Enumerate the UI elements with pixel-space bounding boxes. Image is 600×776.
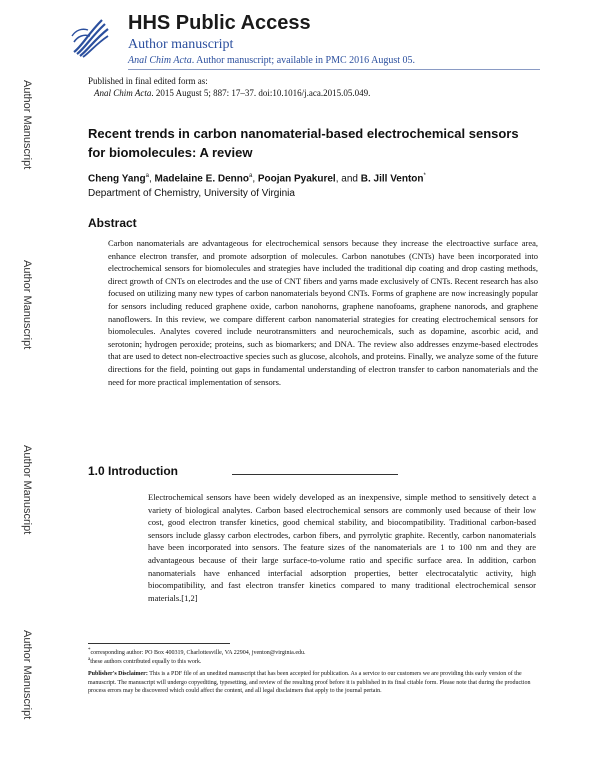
affiliation: Department of Chemistry, University of Virginia	[88, 188, 295, 199]
introduction-heading: 1.0 Introduction	[88, 464, 178, 478]
journal-name: Anal Chim Acta	[128, 55, 192, 66]
abstract-heading: Abstract	[88, 216, 137, 230]
footnote-mark: a	[88, 657, 91, 662]
disclaimer-label: Publisher's Disclaimer:	[88, 671, 148, 677]
citation-details: . 2015 August 5; 887: 17–37. doi:10.1016/j.aca.2015.05.049.	[151, 88, 371, 98]
side-label-author-manuscript: Author Manuscript	[21, 445, 33, 535]
author-name: Madelaine E. Denno	[154, 173, 249, 185]
availability-line	[128, 55, 415, 66]
abstract-divider	[232, 474, 398, 475]
disclaimer-text: This is a PDF file of an unedited manuscript that has been accepted for publication. As a service to our customers we are providing this early version of the manuscript. The manuscript will undergo copyediting, typesetting, and review of the resulting proof before it is published in its final citable form. Please note that during the production process errors may be discovered which could affect the content, and all legal disclaimers that apply to the journal pertain.	[88, 671, 531, 695]
hhs-public-access-title: HHS Public Access	[128, 12, 311, 34]
author-mark: a	[248, 173, 253, 179]
footnote-divider	[88, 643, 230, 644]
citation-journal: Anal Chim Acta	[94, 88, 152, 98]
author-name: Poojan Pyakurel	[257, 173, 336, 185]
published-in-label: Published in final edited form as:	[88, 76, 208, 86]
side-label-author-manuscript: Author Manuscript	[21, 630, 33, 720]
header-divider	[128, 69, 540, 70]
author-name: B. Jill Venton	[360, 173, 424, 185]
author-mark: a	[145, 173, 149, 179]
footnote-mark: *	[88, 648, 91, 653]
author-name: Cheng Yang	[88, 173, 146, 185]
author-manuscript-subtitle: Author manuscript	[128, 37, 234, 52]
author-list: Cheng Yang$^a$, Madelaine E. Denno$^a$, Poojan Pyakurel, and B. Jill Venton*	[88, 173, 426, 185]
introduction-text: Electrochemical sensors have been widely developed as an inexpensive, simple method to sensitively detect a variety of biological analytes. Carbon based electrochemical sensors are commonly used because of their low cost, good electron transfer kinetics, good chemical stability, and biocompatibility. Traditional carbon-based sensors include glassy carbon electrodes, carbon fibers, and pyrrolytic graphite. Recently, carbon nanomaterials have been incorporated into sensors. The feature sizes of the nanomaterials are 1 to 100 nm and they are advantageous because of their large surface-to-volume ratio and specific surface area. In addition, carbon nanomaterials have enhanced interfacial adsorption properties, better electrocatalytic activity, high biocompatibility, and fast electron transfer kinetics compared to many traditional electrochemical sensor materials.[1,2]	[148, 492, 536, 603]
publisher-disclaimer	[88, 670, 538, 696]
availability-text: . Author manuscript; available in PMC 2016 August 05.	[191, 55, 416, 66]
side-label-author-manuscript: Author Manuscript	[21, 80, 33, 170]
abstract-text: Carbon nanomaterials are advantageous for electrochemical sensors because they increase the electroactive surface area, enhance electron transfer, and promote adsorption of molecules. Carbon nanotubes (CNTs) have been incorporated into electrochemical sensors for biomolecules and strategies have included the traditional dip coating and drop casting methods, direct growth of CNTs on electrodes and the use of CNT fibers and yarns made exclusively of CNTs. Recent research has also focused on utilizing many new types of carbon nanomaterials beyond CNTs. Forms of graphene are now increasingly popular for sensors including reduced graphene oxide, carbon nanohorns, graphene nanofoams, graphene nanorods, and graphene nanoflowers. In this review, we compare different carbon nanomaterial strategies for creating electrochemical sensors for biomolecules. Analytes covered include neurotransmitters and neurochemicals, such as dopamine, ascorbic acid, and serotonin; hydrogen peroxide; proteins, such as biomarkers; and DNA. The review also addresses enzyme-based electrodes that are used to detect non-electroactive species such as glucose, alcohols, and proteins. Finally, we analyze some of the future directions for the field, pointing out gaps in fundamental understanding of electron transfer to carbon nanomaterials and the need for more practical implementation of sensors.	[108, 238, 538, 387]
footnote-corresponding: *corresponding author: PO Box 400319, Charlottesville, VA 22904, jventon@virginia.edu.	[88, 648, 306, 656]
author-mark: *	[423, 173, 426, 179]
paper-title: Recent trends in carbon nanomaterial-based electrochemical sensors for biomolecules: A review	[88, 126, 519, 160]
citation-line	[94, 88, 370, 98]
side-label-author-manuscript: Author Manuscript	[21, 260, 33, 350]
footnote-equal-contribution: $^a$these authors contributed equally to this work.	[88, 657, 202, 665]
hhs-eagle-logo-icon	[68, 12, 112, 60]
